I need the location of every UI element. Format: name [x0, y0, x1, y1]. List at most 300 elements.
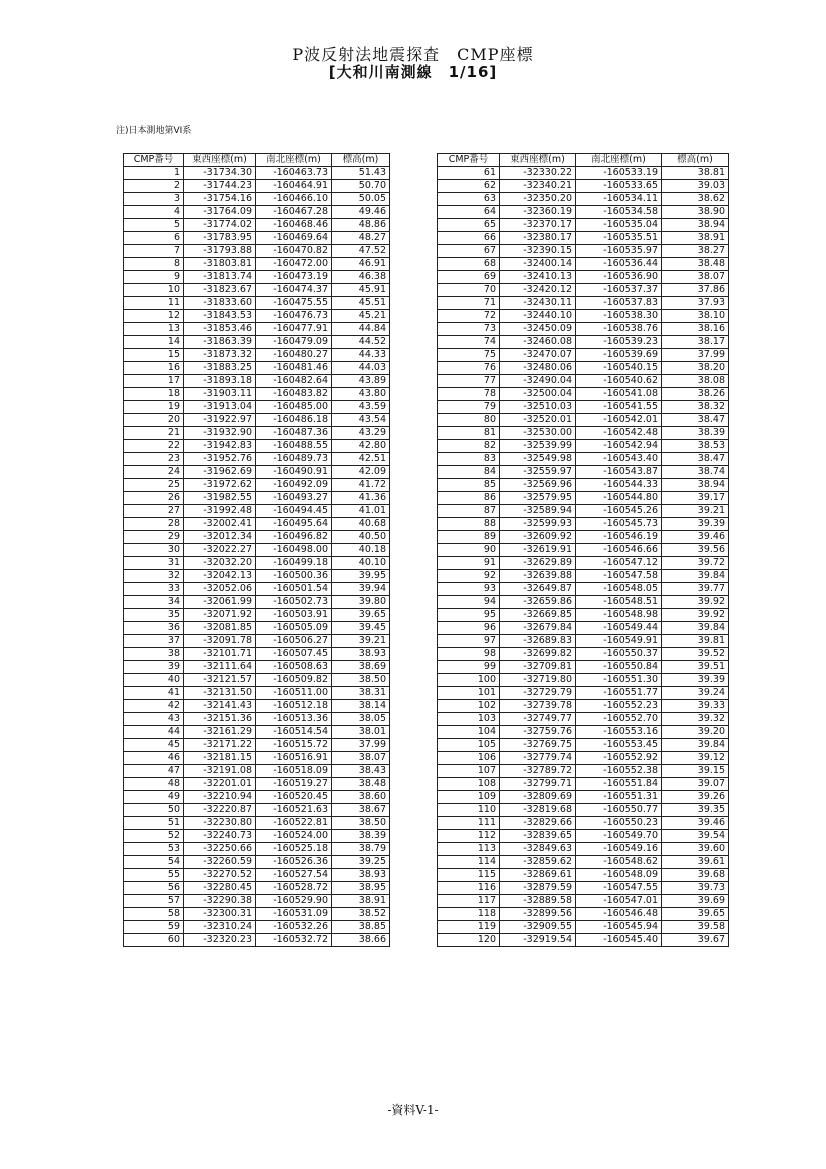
- table-header-row: [124, 154, 390, 167]
- cmp-number-cell: 24: [124, 466, 184, 479]
- table-row: [438, 284, 729, 297]
- elevation-cell: 46.91: [332, 258, 390, 271]
- north-south-cell: -160514.54: [256, 726, 332, 739]
- east-west-cell: -32380.17: [500, 232, 576, 245]
- elevation-cell: 38.60: [332, 791, 390, 804]
- cmp-number-cell: 5: [124, 219, 184, 232]
- table-row: [124, 180, 390, 193]
- north-south-cell: -160542.94: [576, 440, 662, 453]
- east-west-cell: -32151.36: [184, 713, 256, 726]
- table-row: [438, 349, 729, 362]
- north-south-cell: -160550.37: [576, 648, 662, 661]
- elevation-cell: 38.95: [332, 882, 390, 895]
- cmp-number-cell: 110: [438, 804, 500, 817]
- cmp-number-cell: 78: [438, 388, 500, 401]
- cmp-number-cell: 20: [124, 414, 184, 427]
- elevation-cell: 39.92: [662, 609, 729, 622]
- header-cmp-number: CMP番号: [124, 154, 184, 167]
- elevation-cell: 39.65: [662, 908, 729, 921]
- cmp-number-cell: 13: [124, 323, 184, 336]
- cmp-number-cell: 104: [438, 726, 500, 739]
- elevation-cell: 39.20: [662, 726, 729, 739]
- north-south-cell: -160543.87: [576, 466, 662, 479]
- north-south-cell: -160537.83: [576, 297, 662, 310]
- north-south-cell: -160519.27: [256, 778, 332, 791]
- cmp-number-cell: 94: [438, 596, 500, 609]
- cmp-number-cell: 89: [438, 531, 500, 544]
- elevation-cell: 38.69: [332, 661, 390, 674]
- east-west-cell: -32829.66: [500, 817, 576, 830]
- cmp-number-cell: 58: [124, 908, 184, 921]
- north-south-cell: -160511.00: [256, 687, 332, 700]
- east-west-cell: -31744.23: [184, 180, 256, 193]
- east-west-cell: -32899.56: [500, 908, 576, 921]
- north-south-cell: -160495.64: [256, 518, 332, 531]
- elevation-cell: 45.91: [332, 284, 390, 297]
- cmp-number-cell: 9: [124, 271, 184, 284]
- north-south-cell: -160552.92: [576, 752, 662, 765]
- north-south-cell: -160550.84: [576, 661, 662, 674]
- elevation-cell: 51.43: [332, 167, 390, 180]
- east-west-cell: -32370.17: [500, 219, 576, 232]
- east-west-cell: -32759.76: [500, 726, 576, 739]
- table-row: [124, 895, 390, 908]
- east-west-cell: -32799.71: [500, 778, 576, 791]
- east-west-cell: -32400.14: [500, 258, 576, 271]
- table-row: [124, 583, 390, 596]
- elevation-cell: 39.67: [662, 934, 729, 947]
- table-row: [438, 362, 729, 375]
- table-row: [124, 193, 390, 206]
- elevation-cell: 40.18: [332, 544, 390, 557]
- north-south-cell: -160549.44: [576, 622, 662, 635]
- table-row: [438, 934, 729, 947]
- cmp-number-cell: 70: [438, 284, 500, 297]
- elevation-cell: 39.94: [332, 583, 390, 596]
- north-south-cell: -160547.12: [576, 557, 662, 570]
- table-row: [124, 661, 390, 674]
- east-west-cell: -31873.32: [184, 349, 256, 362]
- cmp-number-cell: 17: [124, 375, 184, 388]
- cmp-number-cell: 37: [124, 635, 184, 648]
- north-south-cell: -160540.62: [576, 375, 662, 388]
- east-west-cell: -32131.50: [184, 687, 256, 700]
- elevation-cell: 37.99: [662, 349, 729, 362]
- elevation-cell: 39.84: [662, 739, 729, 752]
- east-west-cell: -32032.20: [184, 557, 256, 570]
- elevation-cell: 39.26: [662, 791, 729, 804]
- cmp-number-cell: 46: [124, 752, 184, 765]
- table-row: [438, 167, 729, 180]
- north-south-cell: -160539.23: [576, 336, 662, 349]
- cmp-number-cell: 7: [124, 245, 184, 258]
- table-row: [124, 518, 390, 531]
- elevation-cell: 47.52: [332, 245, 390, 258]
- elevation-cell: 38.48: [662, 258, 729, 271]
- elevation-cell: 39.46: [662, 531, 729, 544]
- north-south-cell: -160533.19: [576, 167, 662, 180]
- elevation-cell: 38.74: [662, 466, 729, 479]
- east-west-cell: -32659.86: [500, 596, 576, 609]
- east-west-cell: -32859.62: [500, 856, 576, 869]
- elevation-cell: 43.80: [332, 388, 390, 401]
- elevation-cell: 38.01: [332, 726, 390, 739]
- table-row: [438, 310, 729, 323]
- elevation-cell: 44.84: [332, 323, 390, 336]
- east-west-cell: -32809.69: [500, 791, 576, 804]
- elevation-cell: 38.17: [662, 336, 729, 349]
- cmp-number-cell: 117: [438, 895, 500, 908]
- north-south-cell: -160506.27: [256, 635, 332, 648]
- east-west-cell: -31803.81: [184, 258, 256, 271]
- cmp-number-cell: 71: [438, 297, 500, 310]
- east-west-cell: -31942.83: [184, 440, 256, 453]
- table-row: [124, 258, 390, 271]
- north-south-cell: -160549.70: [576, 830, 662, 843]
- cmp-number-cell: 92: [438, 570, 500, 583]
- east-west-cell: -32729.79: [500, 687, 576, 700]
- north-south-cell: -160498.00: [256, 544, 332, 557]
- table-row: [438, 193, 729, 206]
- east-west-cell: -32819.68: [500, 804, 576, 817]
- cmp-number-cell: 29: [124, 531, 184, 544]
- table-row: [438, 622, 729, 635]
- cmp-number-cell: 98: [438, 648, 500, 661]
- elevation-cell: 50.70: [332, 180, 390, 193]
- north-south-cell: -160551.77: [576, 687, 662, 700]
- east-west-cell: -32290.38: [184, 895, 256, 908]
- north-south-cell: -160499.18: [256, 557, 332, 570]
- east-west-cell: -32649.87: [500, 583, 576, 596]
- cmp-number-cell: 47: [124, 765, 184, 778]
- elevation-cell: 38.07: [662, 271, 729, 284]
- elevation-cell: 38.94: [662, 479, 729, 492]
- document-title: P波反射法地震探査 CMP座標: [292, 45, 534, 64]
- cmp-number-cell: 106: [438, 752, 500, 765]
- north-south-cell: -160546.48: [576, 908, 662, 921]
- elevation-cell: 39.35: [662, 804, 729, 817]
- cmp-number-cell: 80: [438, 414, 500, 427]
- table-row: [438, 726, 729, 739]
- table-row: [438, 765, 729, 778]
- table-row: [438, 219, 729, 232]
- elevation-cell: 37.93: [662, 297, 729, 310]
- table-row: [124, 557, 390, 570]
- table-row: [438, 492, 729, 505]
- east-west-cell: -32270.52: [184, 869, 256, 882]
- table-row: [124, 934, 390, 947]
- table-row: [438, 180, 729, 193]
- elevation-cell: 39.25: [332, 856, 390, 869]
- east-west-cell: -32042.13: [184, 570, 256, 583]
- cmp-number-cell: 22: [124, 440, 184, 453]
- table-row: [124, 375, 390, 388]
- east-west-cell: -32002.41: [184, 518, 256, 531]
- north-south-cell: -160507.45: [256, 648, 332, 661]
- elevation-cell: 38.39: [662, 427, 729, 440]
- north-south-cell: -160470.82: [256, 245, 332, 258]
- table-row: [438, 596, 729, 609]
- east-west-cell: -32889.58: [500, 895, 576, 908]
- cmp-number-cell: 27: [124, 505, 184, 518]
- elevation-cell: 39.80: [332, 596, 390, 609]
- east-west-cell: -32849.63: [500, 843, 576, 856]
- cmp-number-cell: 19: [124, 401, 184, 414]
- cmp-number-cell: 90: [438, 544, 500, 557]
- elevation-cell: 38.20: [662, 362, 729, 375]
- table-row: [438, 895, 729, 908]
- elevation-cell: 38.14: [332, 700, 390, 713]
- north-south-cell: -160520.45: [256, 791, 332, 804]
- datum-note: 注)日本測地第VI系: [116, 126, 192, 136]
- north-south-cell: -160493.27: [256, 492, 332, 505]
- north-south-cell: -160486.18: [256, 414, 332, 427]
- elevation-cell: 39.21: [332, 635, 390, 648]
- table-row: [438, 375, 729, 388]
- north-south-cell: -160544.80: [576, 492, 662, 505]
- cmp-number-cell: 8: [124, 258, 184, 271]
- north-south-cell: -160505.09: [256, 622, 332, 635]
- elevation-cell: 45.51: [332, 297, 390, 310]
- table-row: [124, 830, 390, 843]
- east-west-cell: -31813.74: [184, 271, 256, 284]
- table-row: [438, 453, 729, 466]
- east-west-cell: -31932.90: [184, 427, 256, 440]
- cmp-number-cell: 56: [124, 882, 184, 895]
- east-west-cell: -32549.98: [500, 453, 576, 466]
- east-west-cell: -32779.74: [500, 752, 576, 765]
- north-south-cell: -160528.72: [256, 882, 332, 895]
- table-row: [438, 804, 729, 817]
- north-south-cell: -160496.82: [256, 531, 332, 544]
- cmp-number-cell: 76: [438, 362, 500, 375]
- table-row: [124, 245, 390, 258]
- elevation-cell: 42.09: [332, 466, 390, 479]
- elevation-cell: 38.43: [332, 765, 390, 778]
- table-row: [124, 635, 390, 648]
- table-row: [124, 713, 390, 726]
- north-south-cell: -160533.65: [576, 180, 662, 193]
- cmp-number-cell: 86: [438, 492, 500, 505]
- east-west-cell: -32789.72: [500, 765, 576, 778]
- east-west-cell: -31793.88: [184, 245, 256, 258]
- cmp-number-cell: 43: [124, 713, 184, 726]
- elevation-cell: 39.45: [332, 622, 390, 635]
- north-south-cell: -160550.23: [576, 817, 662, 830]
- table-row: [124, 739, 390, 752]
- east-west-cell: -31982.55: [184, 492, 256, 505]
- cmp-number-cell: 85: [438, 479, 500, 492]
- elevation-cell: 45.21: [332, 310, 390, 323]
- elevation-cell: 38.50: [332, 674, 390, 687]
- table-row: [124, 804, 390, 817]
- cmp-number-cell: 55: [124, 869, 184, 882]
- north-south-cell: -160552.70: [576, 713, 662, 726]
- cmp-number-cell: 21: [124, 427, 184, 440]
- table-row: [124, 921, 390, 934]
- header-north-south: 南北座標(m): [256, 154, 332, 167]
- elevation-cell: 39.95: [332, 570, 390, 583]
- elevation-cell: 38.62: [662, 193, 729, 206]
- east-west-cell: -32012.34: [184, 531, 256, 544]
- table-row: [124, 284, 390, 297]
- north-south-cell: -160503.91: [256, 609, 332, 622]
- east-west-cell: -31783.95: [184, 232, 256, 245]
- north-south-cell: -160552.38: [576, 765, 662, 778]
- north-south-cell: -160501.54: [256, 583, 332, 596]
- north-south-cell: -160545.26: [576, 505, 662, 518]
- east-west-cell: -32022.27: [184, 544, 256, 557]
- table-row: [124, 479, 390, 492]
- east-west-cell: -32679.84: [500, 622, 576, 635]
- elevation-cell: 38.93: [332, 648, 390, 661]
- elevation-cell: 44.03: [332, 362, 390, 375]
- table-row: [124, 167, 390, 180]
- table-row: [124, 778, 390, 791]
- east-west-cell: -32480.06: [500, 362, 576, 375]
- cmp-number-cell: 120: [438, 934, 500, 947]
- north-south-cell: -160466.10: [256, 193, 332, 206]
- east-west-cell: -31754.16: [184, 193, 256, 206]
- table-row: [124, 752, 390, 765]
- east-west-cell: -32909.55: [500, 921, 576, 934]
- elevation-cell: 39.60: [662, 843, 729, 856]
- elevation-cell: 38.10: [662, 310, 729, 323]
- cmp-number-cell: 10: [124, 284, 184, 297]
- east-west-cell: -31883.25: [184, 362, 256, 375]
- page-footer: -資料V-1-: [387, 1103, 439, 1117]
- cmp-number-cell: 53: [124, 843, 184, 856]
- north-south-cell: -160542.01: [576, 414, 662, 427]
- elevation-cell: 39.65: [332, 609, 390, 622]
- cmp-number-cell: 99: [438, 661, 500, 674]
- table-row: [124, 336, 390, 349]
- east-west-cell: -32300.31: [184, 908, 256, 921]
- east-west-cell: -32280.45: [184, 882, 256, 895]
- north-south-cell: -160515.72: [256, 739, 332, 752]
- table-row: [124, 323, 390, 336]
- east-west-cell: -32210.94: [184, 791, 256, 804]
- cmp-number-cell: 77: [438, 375, 500, 388]
- elevation-cell: 41.01: [332, 505, 390, 518]
- table-row: [124, 466, 390, 479]
- north-south-cell: -160541.55: [576, 401, 662, 414]
- table-row: [438, 271, 729, 284]
- cmp-number-cell: 96: [438, 622, 500, 635]
- east-west-cell: -32599.93: [500, 518, 576, 531]
- cmp-number-cell: 33: [124, 583, 184, 596]
- table-row: [438, 856, 729, 869]
- cmp-number-cell: 49: [124, 791, 184, 804]
- table-row: [124, 674, 390, 687]
- elevation-cell: 38.67: [332, 804, 390, 817]
- header-elevation: 標高(m): [662, 154, 729, 167]
- elevation-cell: 44.33: [332, 349, 390, 362]
- cmp-number-cell: 116: [438, 882, 500, 895]
- table-row: [124, 869, 390, 882]
- elevation-cell: 40.68: [332, 518, 390, 531]
- elevation-cell: 39.32: [662, 713, 729, 726]
- east-west-cell: -32191.08: [184, 765, 256, 778]
- elevation-cell: 39.12: [662, 752, 729, 765]
- elevation-cell: 41.72: [332, 479, 390, 492]
- east-west-cell: -32539.99: [500, 440, 576, 453]
- north-south-cell: -160527.54: [256, 869, 332, 882]
- north-south-cell: -160542.48: [576, 427, 662, 440]
- table-row: [124, 388, 390, 401]
- cmp-number-cell: 44: [124, 726, 184, 739]
- elevation-cell: 42.80: [332, 440, 390, 453]
- north-south-cell: -160479.09: [256, 336, 332, 349]
- east-west-cell: -32719.80: [500, 674, 576, 687]
- north-south-cell: -160513.36: [256, 713, 332, 726]
- cmp-number-cell: 51: [124, 817, 184, 830]
- elevation-cell: 43.59: [332, 401, 390, 414]
- east-west-cell: -32081.85: [184, 622, 256, 635]
- east-west-cell: -32052.06: [184, 583, 256, 596]
- cmp-number-cell: 35: [124, 609, 184, 622]
- east-west-cell: -32260.59: [184, 856, 256, 869]
- north-south-cell: -160551.31: [576, 791, 662, 804]
- north-south-cell: -160545.94: [576, 921, 662, 934]
- east-west-cell: -32739.78: [500, 700, 576, 713]
- east-west-cell: -32619.91: [500, 544, 576, 557]
- cmp-number-cell: 101: [438, 687, 500, 700]
- cmp-number-cell: 81: [438, 427, 500, 440]
- table-row: [438, 908, 729, 921]
- header-cmp-number: CMP番号: [438, 154, 500, 167]
- north-south-cell: -160516.91: [256, 752, 332, 765]
- cmp-number-cell: 105: [438, 739, 500, 752]
- elevation-cell: 49.46: [332, 206, 390, 219]
- table-row: [124, 232, 390, 245]
- cmp-number-cell: 75: [438, 349, 500, 362]
- north-south-cell: -160535.04: [576, 219, 662, 232]
- elevation-cell: 38.50: [332, 817, 390, 830]
- elevation-cell: 39.24: [662, 687, 729, 700]
- north-south-cell: -160481.46: [256, 362, 332, 375]
- north-south-cell: -160551.30: [576, 674, 662, 687]
- cmp-number-cell: 84: [438, 466, 500, 479]
- north-south-cell: -160549.16: [576, 843, 662, 856]
- north-south-cell: -160535.97: [576, 245, 662, 258]
- east-west-cell: -31992.48: [184, 505, 256, 518]
- elevation-cell: 38.94: [662, 219, 729, 232]
- table-row: [124, 726, 390, 739]
- table-row: [438, 297, 729, 310]
- east-west-cell: -31972.62: [184, 479, 256, 492]
- elevation-cell: 38.31: [332, 687, 390, 700]
- east-west-cell: -31893.18: [184, 375, 256, 388]
- north-south-cell: -160521.63: [256, 804, 332, 817]
- elevation-cell: 39.51: [662, 661, 729, 674]
- cmp-number-cell: 32: [124, 570, 184, 583]
- elevation-cell: 39.58: [662, 921, 729, 934]
- east-west-cell: -32071.92: [184, 609, 256, 622]
- cmp-number-cell: 91: [438, 557, 500, 570]
- table-row: [438, 570, 729, 583]
- cmp-number-cell: 65: [438, 219, 500, 232]
- north-south-cell: -160464.91: [256, 180, 332, 193]
- table-row: [124, 765, 390, 778]
- table-row: [124, 271, 390, 284]
- cmp-table-right: [437, 153, 729, 947]
- cmp-number-cell: 87: [438, 505, 500, 518]
- elevation-cell: 37.86: [662, 284, 729, 297]
- east-west-cell: -32340.21: [500, 180, 576, 193]
- table-row: [124, 817, 390, 830]
- table-row: [438, 544, 729, 557]
